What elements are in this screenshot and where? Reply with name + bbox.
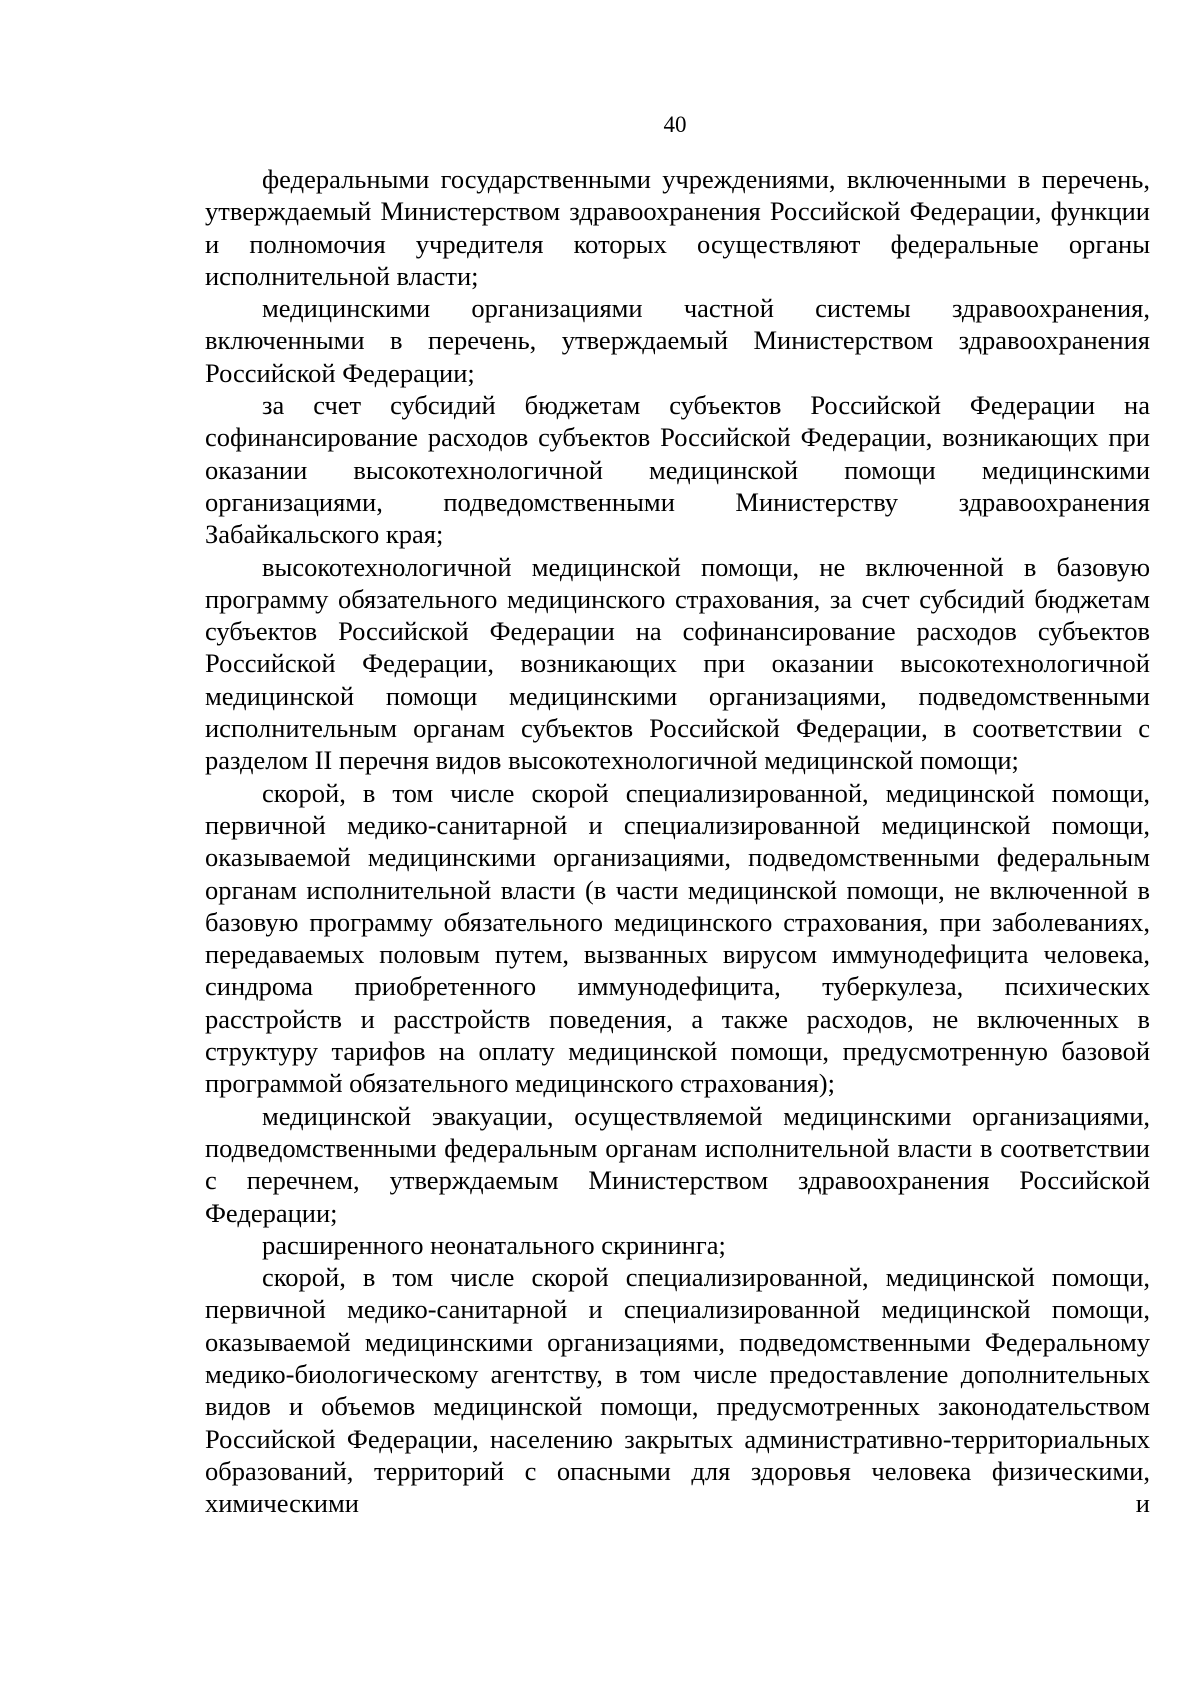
document-body	[205, 163, 1150, 1519]
paragraph: скорой, в том числе скорой специализированной, медицинской помощи, первичной медико-санитарной и специализированной медицинской помощи, оказываемой медицинскими организациями, подведомственными федеральным органам исполнительной власти (в части медицинской помощи, не включенной в базовую программу обязательного медицинского страхования, при заболеваниях, передаваемых половым путем, вызванных вирусом иммунодефицита человека, синдрома приобретенного иммунодефицита, туберкулеза, психических расстройств и расстройств поведения, а также расходов, не включенных в структуру тарифов на оплату медицинской помощи, предусмотренную базовой программой обязательного медицинского страхования);	[205, 777, 1150, 1099]
paragraph: за счет субсидий бюджетам субъектов Российской Федерации на софинансирование расходов субъектов Российской Федерации, возникающих при оказании высокотехнологичной медицинской помощи медицинскими организациями, подведомственными Министерству здравоохранения Забайкальского края;	[205, 390, 1150, 550]
paragraph: скорой, в том числе скорой специализированной, медицинской помощи, первичной медико-санитарной и специализированной медицинской помощи, оказываемой медицинскими организациями, подведомственными Федеральному медико-биологическому агентству, в том числе предоставление дополнительных видов и объемов медицинской помощи, предусмотренных законодательством Российской Федерации, населению закрытых административно-территориальных образований, территорий с опасными для здоровья человека физическими, химическими и	[205, 1262, 1150, 1519]
paragraph: медицинской эвакуации, осуществляемой медицинскими организациями, подведомственными федеральным органам исполнительной власти в соответствии с перечнем, утверждаемым Министерством здравоохранения Российской Федерации;	[205, 1100, 1150, 1228]
paragraph: федеральными государственными учреждениями, включенными в перечень, утверждаемый Министерством здравоохранения Российской Федерации, функции и полномочия учредителя которых осуществляют федеральные органы исполнительной власти;	[205, 164, 1150, 291]
paragraph: расширенного неонатального скрининга;	[262, 1229, 726, 1260]
paragraph: высокотехнологичной медицинской помощи, не включенной в базовую программу обязательного медицинского страхования, за счет субсидий бюджетам субъектов Российской Федерации на софинансирование расходов субъектов Российской Федерации, возникающих при оказании высокотехнологичной медицинской помощи медицинскими организациями, подведомственными исполнительным органам субъектов Российской Федерации, в соответствии с разделом II перечня видов высокотехнологичной медицинской помощи;	[205, 551, 1150, 776]
page-number: 40	[663, 112, 687, 137]
paragraph: медицинскими организациями частной системы здравоохранения, включенными в перечень, утверждаемый Министерством здравоохранения Российской Федерации;	[205, 293, 1150, 388]
